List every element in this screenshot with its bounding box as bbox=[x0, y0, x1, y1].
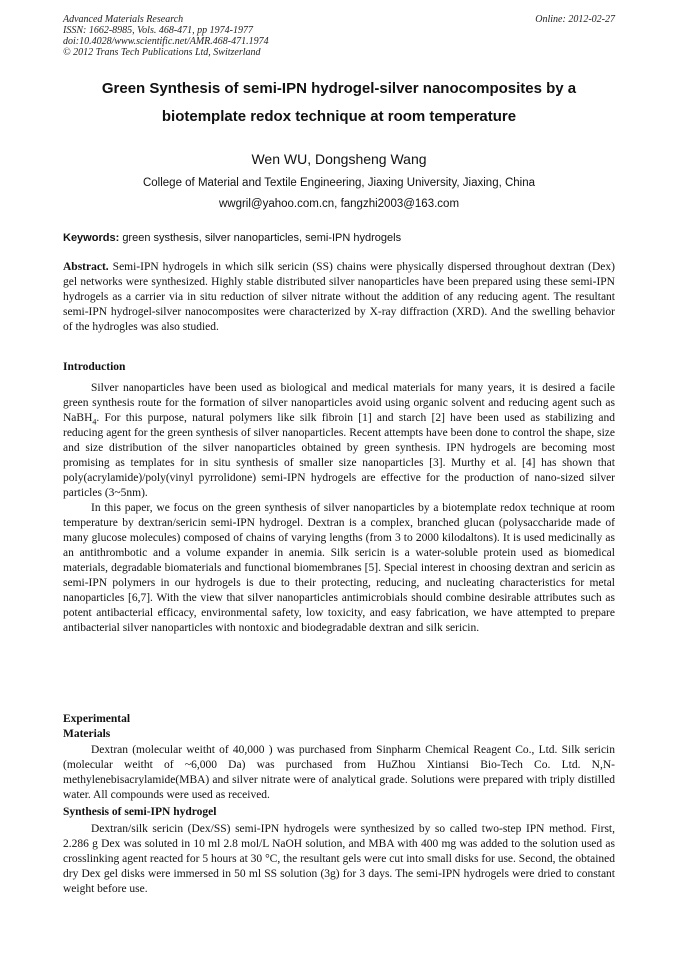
synthesis-heading: Synthesis of semi-IPN hydrogel bbox=[63, 806, 217, 818]
materials-body bbox=[63, 743, 615, 803]
doi-line[interactable]: doi:10.4028/www.scientific.net/AMR.468-471.1974 bbox=[63, 36, 269, 47]
keywords-text: green systhesis, silver nanoparticles, semi-IPN hydrogels bbox=[122, 232, 402, 244]
materials-heading: Materials bbox=[63, 728, 111, 740]
copyright-line: © 2012 Trans Tech Publications Ltd, Switzerland bbox=[63, 47, 261, 58]
author-list: Wen WU, Dongsheng Wang bbox=[251, 151, 427, 167]
journal-meta bbox=[63, 14, 269, 58]
intro-p1-text-a: Silver nanoparticles have been used as biological and medical materials for many years, it is desired a facile green synthesis route for the formation of silver nanoparticles avoid using organic solvent and reducing agent such as NaBH bbox=[63, 382, 615, 424]
introduction-body bbox=[63, 381, 615, 636]
keywords-label: Keywords: bbox=[63, 232, 120, 244]
keywords bbox=[63, 232, 615, 244]
online-date: Online: 2012-02-27 bbox=[535, 14, 615, 25]
paper-title-line-2: biotemplate redox technique at room temperature bbox=[161, 108, 517, 125]
author-emails[interactable]: wwgril@yahoo.com.cn, fangzhi2003@163.com bbox=[218, 198, 460, 210]
introduction-heading: Introduction bbox=[63, 361, 126, 373]
synthesis-body bbox=[63, 822, 615, 897]
paper-title-line-1: Green Synthesis of semi-IPN hydrogel-silver nanocomposites by a bbox=[101, 80, 577, 97]
intro-paragraph-1 bbox=[63, 381, 615, 501]
journal-name: Advanced Materials Research bbox=[63, 14, 184, 25]
issn-line: ISSN: 1662-8985, Vols. 468-471, pp 1974-1977 bbox=[63, 25, 253, 36]
synthesis-paragraph: Dextran/silk sericin (Dex/SS) semi-IPN hydrogels were synthesized by so called two-step IPN method. First, 2.286 g Dex was soluted in 10 ml 2.8 mol/L NaOH solution, and MBA with 400 mg was added to the solution used as crosslinking agent reacted for 5 hours at 30 °C, the resultant gels were cut into small disks for use. Second, the obtained dry Dex gel disks were immersed in 50 ml SS solution (3g) for 3 days. The semi-IPN hydrogels were dried to constant weight before use. bbox=[63, 823, 615, 895]
abstract-label: Abstract. bbox=[63, 261, 109, 273]
intro-paragraph-2: In this paper, we focus on the green synthesis of silver nanoparticles by a biotemplate redox technique at room temperature by dextran/sericin semi-IPN hydrogel. Dextran is a complex, branched glucan (polysaccharide made of many glucose molecules) composed of chains of varying lengths (from 3 to 2000 kilodaltons). It is used medicinally as an antithrombotic and a volume expander in anemia. Silk sericin is a water-soluble protein used as biomedical materials, degradable biomaterials and functional biomembranes [5]. Special interest in choosing dextran and sericin as semi-IPN polymers in our hydrogels is due to their protecting, reducing, and nucleating characteristics for metal nanoparticles [6,7]. With the view that silver nanoparticles antimicrobials should combine desirable attributes such as potent antibacterial efficacy, environmental safety, low toxicity, and easy fabrication, we have attempted to prepare antibacterial silver nanoparticles with nontoxic and biodegradable dextran and silk sericin. bbox=[63, 502, 615, 634]
experimental-heading: Experimental bbox=[63, 713, 131, 725]
intro-p1-subscript: 4 bbox=[92, 417, 97, 427]
intro-p1-text-b: . For this purpose, natural polymers like silk fibroin [1] and starch [2] have been used as stabilizing and reducing agent for the green synthesis of silver nanoparticles. Recent attempts have been done to control the shape, size and size distribution of the silver nanoparticles obtained by green synthesis. IPN hydrogels are becoming most promising as templates for in situ synthesis of smaller size nanoparticles [3]. Murthy et al. [4] has shown that poly(acrylamide)/poly(vinyl pyrrolidone) semi-IPN hydrogels are effective for the production of nano-sized silver particles (3~5nm). bbox=[63, 412, 615, 499]
affiliation: College of Material and Textile Engineering, Jiaxing University, Jiaxing, China bbox=[142, 177, 536, 189]
abstract bbox=[63, 260, 615, 335]
materials-paragraph: Dextran (molecular weitht of 40,000 ) was purchased from Sinpharm Chemical Reagent Co., Ltd. Silk sericin (molecular weitht of ~6,000 Da) was purchased from HuZhou Xintiansi Bio-Tech Co. Ltd. N,N-methylenebisacrylamide(MBA) and silver nitrate were of analytical grade. Solutions were prepared with triply distilled water. All compounds were used as received. bbox=[63, 744, 615, 801]
abstract-text: Semi-IPN hydrogels in which silk sericin (SS) chains were physically dispersed throughout dextran (Dex) gel networks were synthesized. Highly stable distributed silver nanoparticles have been prepared using these semi-IPN hydrogels as a carrier via in situ reduction of silver nitrate without the addition of any reducing agent. The resultant semi-IPN hydrogel-silver nanocomposites were characterized by X-ray diffraction (XRD). And the swelling behavior of the hydrogles was also studied. bbox=[63, 261, 615, 333]
